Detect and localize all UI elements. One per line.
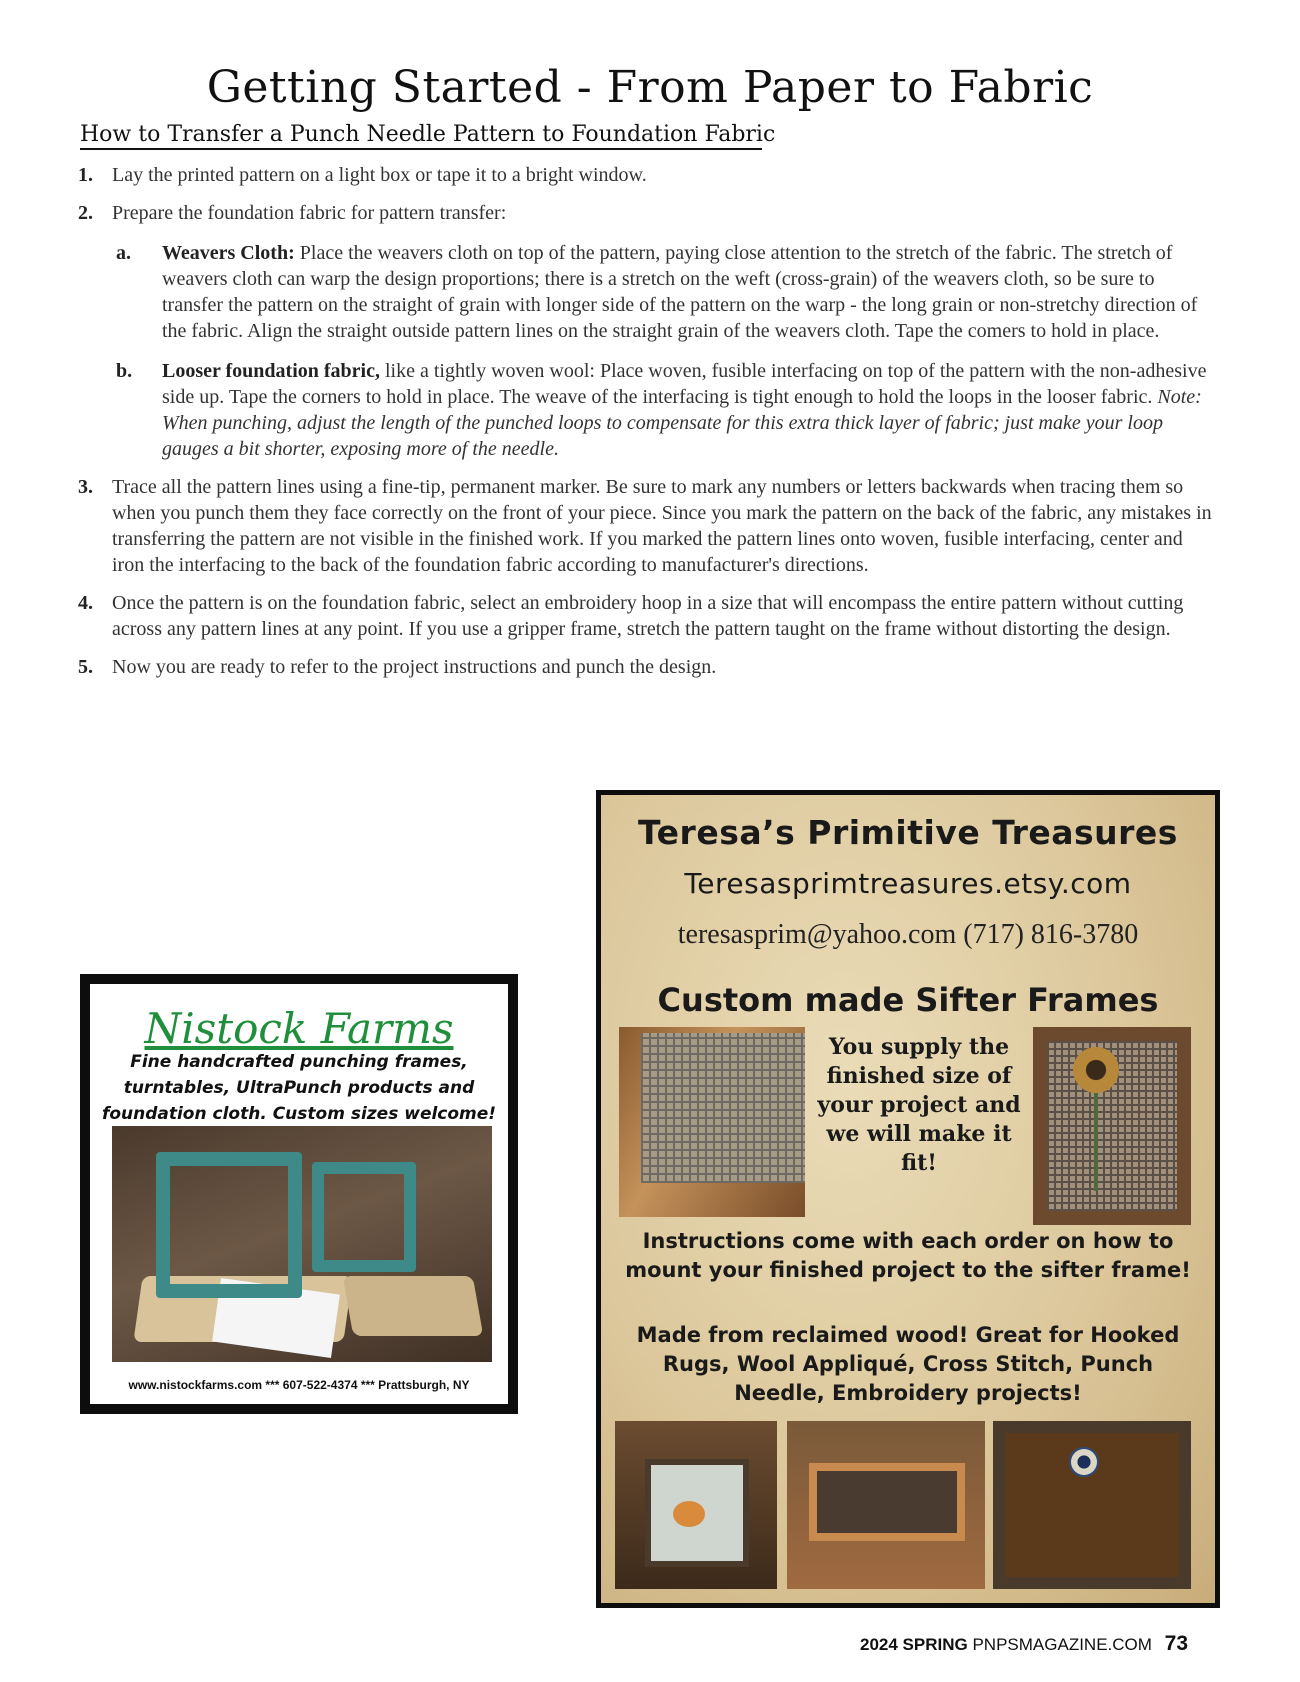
- wire-mesh: [641, 1033, 805, 1183]
- substep-note: Note: When punching, adjust the length of the punched loops to compensate for this extra thick layer of fabric; just make your loop gauges a bit shorter, exposing more of the needle.: [162, 386, 1202, 460]
- substep-letter: b.: [116, 360, 133, 382]
- issue-label: 2024 SPRING: [860, 1635, 968, 1654]
- instruction-list: [78, 162, 1218, 692]
- site-label: PNPSMAGAZINE.COM: [972, 1635, 1152, 1654]
- step-text: Trace all the pattern lines using a fine-tip, permanent marker. Be sure to mark any numbers or letters backwards when tracing them so when you punch them they face correctly on the front of your piece. Since you mark the pattern on the back of the fabric, any mistakes in transferring the pattern are not visible in the finished work. If you marked the pattern lines onto woven, fusible interfacing, center and iron the interfacing to the back of the foundation fabric according to manufacturer's directions.: [112, 476, 1212, 576]
- substep-letter: a.: [116, 242, 131, 264]
- sunflower-frame-photo: [1033, 1027, 1191, 1225]
- list-item: [78, 590, 1218, 642]
- substep-text: [162, 240, 1218, 344]
- step-text: Now you are ready to refer to the project instructions and punch the design.: [112, 656, 717, 678]
- substep-body: like a tightly woven wool: Place woven, fusible interfacing on top of the pattern with the non-adhesive side up. Tape the corners to hold in place. The weave of the interfacing is tight enough to hold the loops in the looser fabric.: [162, 360, 1207, 408]
- ad-title: Teresa’s Primitive Treasures: [638, 813, 1178, 852]
- step-number: 4.: [78, 592, 93, 614]
- ad-title: Nistock Farms: [144, 1004, 454, 1053]
- nistock-farms-ad: [80, 974, 518, 1414]
- sub-list-item: [116, 358, 1218, 462]
- large-punch-frame: [156, 1152, 302, 1298]
- flower-icon: [1069, 1447, 1099, 1477]
- step-number: 1.: [78, 164, 93, 186]
- substep-lead: Looser foundation fabric,: [162, 360, 380, 382]
- flower-stem: [1094, 1091, 1098, 1191]
- sub-list-item: [116, 240, 1218, 344]
- list-item: [78, 474, 1218, 578]
- step-text: Lay the printed pattern on a light box or tape it to a bright window.: [112, 164, 647, 186]
- ad-contact-line: www.nistockfarms.com *** 607-522-4374 *** Prattsburgh, NY: [128, 1378, 470, 1392]
- ad-website: Teresasprimtreasures.etsy.com: [684, 867, 1132, 900]
- ad-contact: teresasprim@yahoo.com (717) 816-3780: [677, 919, 1139, 950]
- section-subtitle: How to Transfer a Punch Needle Pattern to Foundation Fabric: [80, 122, 762, 150]
- sifter-frame-photo: [619, 1027, 805, 1217]
- punch-frames-photo: [112, 1126, 492, 1362]
- small-punch-frame: [312, 1162, 416, 1272]
- substep-lead: Weavers Cloth:: [162, 242, 295, 264]
- step-text: Prepare the foundation fabric for pattern transfer:: [112, 202, 507, 224]
- step-text: Once the pattern is on the foundation fabric, select an embroidery hoop in a size that will encompass the entire pattern without cutting across any pattern lines at any point. If you use a gripper frame, stretch the pattern taught on the frame without distorting the design.: [112, 592, 1184, 640]
- substep-text: [162, 358, 1218, 462]
- list-item: [78, 162, 1218, 188]
- step-number: 3.: [78, 476, 93, 498]
- page-number: 73: [1164, 1632, 1189, 1655]
- teresas-primitive-treasures-ad: [596, 790, 1220, 1608]
- list-item: [78, 200, 1218, 226]
- pumpkin-icon: [673, 1501, 705, 1527]
- wooden-turntable-board: [343, 1276, 484, 1336]
- pumpkin-sign-photo: [787, 1421, 985, 1589]
- page-footer: [860, 1632, 1188, 1656]
- page-title: Getting Started - From Paper to Fabric: [206, 62, 1094, 113]
- substep-body: Place the weavers cloth on top of the pattern, paying close attention to the stretch of the fabric. The stretch of weavers cloth can warp the design proportions; there is a stretch on the weft (cross-grain) of the weavers cloth, so be sure to transfer the pattern on the straight of grain with longer side of the pattern on the warp - the long grain or non-stretchy direction of the fabric. Align the straight outside pattern lines on the straight grain of the weavers cloth. Tape the comers to hold in place.: [162, 242, 1198, 342]
- ad-tagline: Fine handcrafted punching frames, turntables, UltraPunch products and foundation cloth. Custom sizes welcome!: [101, 1052, 497, 1124]
- flower-rug-photo: [993, 1421, 1191, 1589]
- ad-middle-text: You supply the finished size of your project and we will make it fit!: [817, 1034, 1021, 1176]
- framed-punchwork: [809, 1463, 965, 1541]
- list-item: [78, 654, 1218, 680]
- ad-headline: Custom made Sifter Frames: [657, 981, 1159, 1019]
- step-number: 2.: [78, 202, 93, 224]
- step-number: 5.: [78, 656, 93, 678]
- ad-materials: Made from reclaimed wood! Great for Hooked Rugs, Wool Appliqué, Cross Stitch, Punch Needle, Embroidery projects!: [636, 1323, 1180, 1405]
- crows-pumpkin-patch-photo: [615, 1421, 777, 1589]
- ad-instructions: Instructions come with each order on how to mount your finished project to the sifter frame!: [625, 1229, 1191, 1282]
- sunflower-icon: [1073, 1047, 1119, 1093]
